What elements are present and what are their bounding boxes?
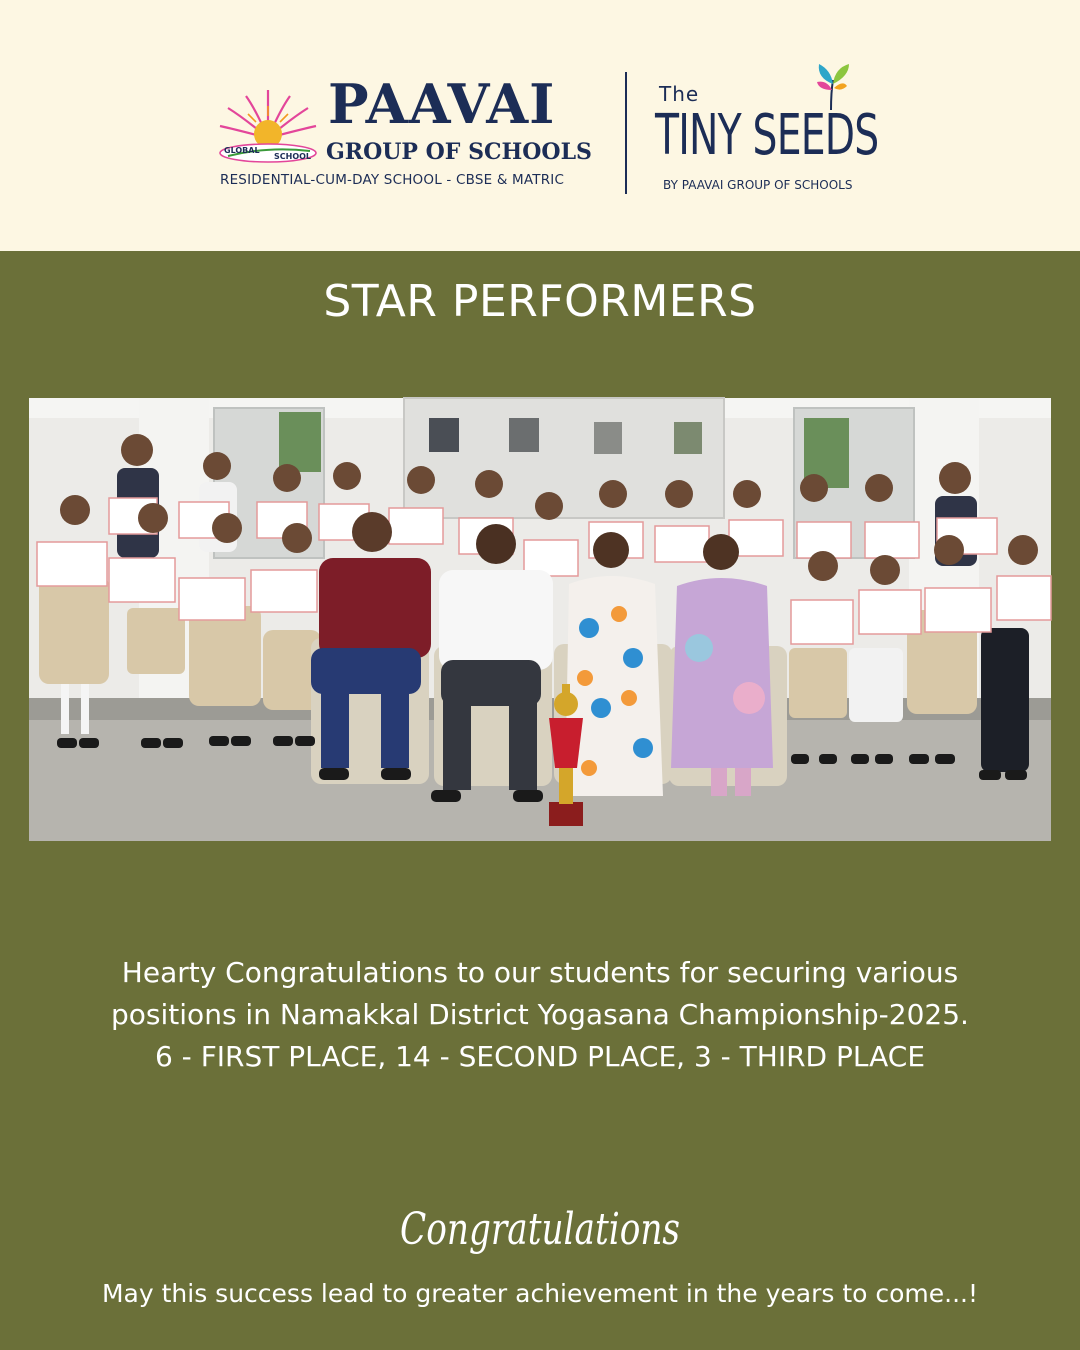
page-title: STAR PERFORMERS (323, 276, 757, 327)
badge-school-text: SCHOOL (274, 152, 312, 161)
lotus-logo-icon (216, 86, 320, 146)
tiny-seeds-byline: BY PAAVAI GROUP OF SCHOOLS (663, 178, 853, 192)
brand-tagline: RESIDENTIAL-CUM-DAY SCHOOL - CBSE & MATRIC (220, 172, 565, 188)
logo-divider (625, 72, 627, 194)
svg-text:Congratulations: Congratulations (400, 1204, 680, 1255)
message-line-1: Hearty Congratulations to our students for securing various (121, 956, 959, 989)
badge-global-text: GLOBAL (224, 146, 260, 155)
group-photo-illustration (29, 398, 1051, 841)
brand-name: PAAVAI (328, 72, 556, 136)
congratulations-script (390, 1186, 690, 1270)
footer-wish: May this success lead to greater achievement in the years to come...! (101, 1279, 979, 1308)
tiny-seeds-logo (655, 62, 879, 202)
message-line-3: 6 - FIRST PLACE, 14 - SECOND PLACE, 3 - THIRD PLACE (154, 1040, 926, 1073)
tiny-seeds-prefix: The (659, 82, 700, 106)
brand-subtitle: GROUP OF SCHOOLS (326, 139, 592, 165)
congratulations-message (0, 952, 1080, 1078)
header-banner (0, 0, 1080, 251)
paavai-logo (216, 72, 596, 200)
message-line-2: positions in Namakkal District Yogasana Championship-2025. (111, 998, 969, 1031)
trophy-icon (549, 684, 583, 826)
tiny-seeds-name: TINY SEEDS (655, 103, 879, 168)
group-photo (29, 398, 1051, 841)
